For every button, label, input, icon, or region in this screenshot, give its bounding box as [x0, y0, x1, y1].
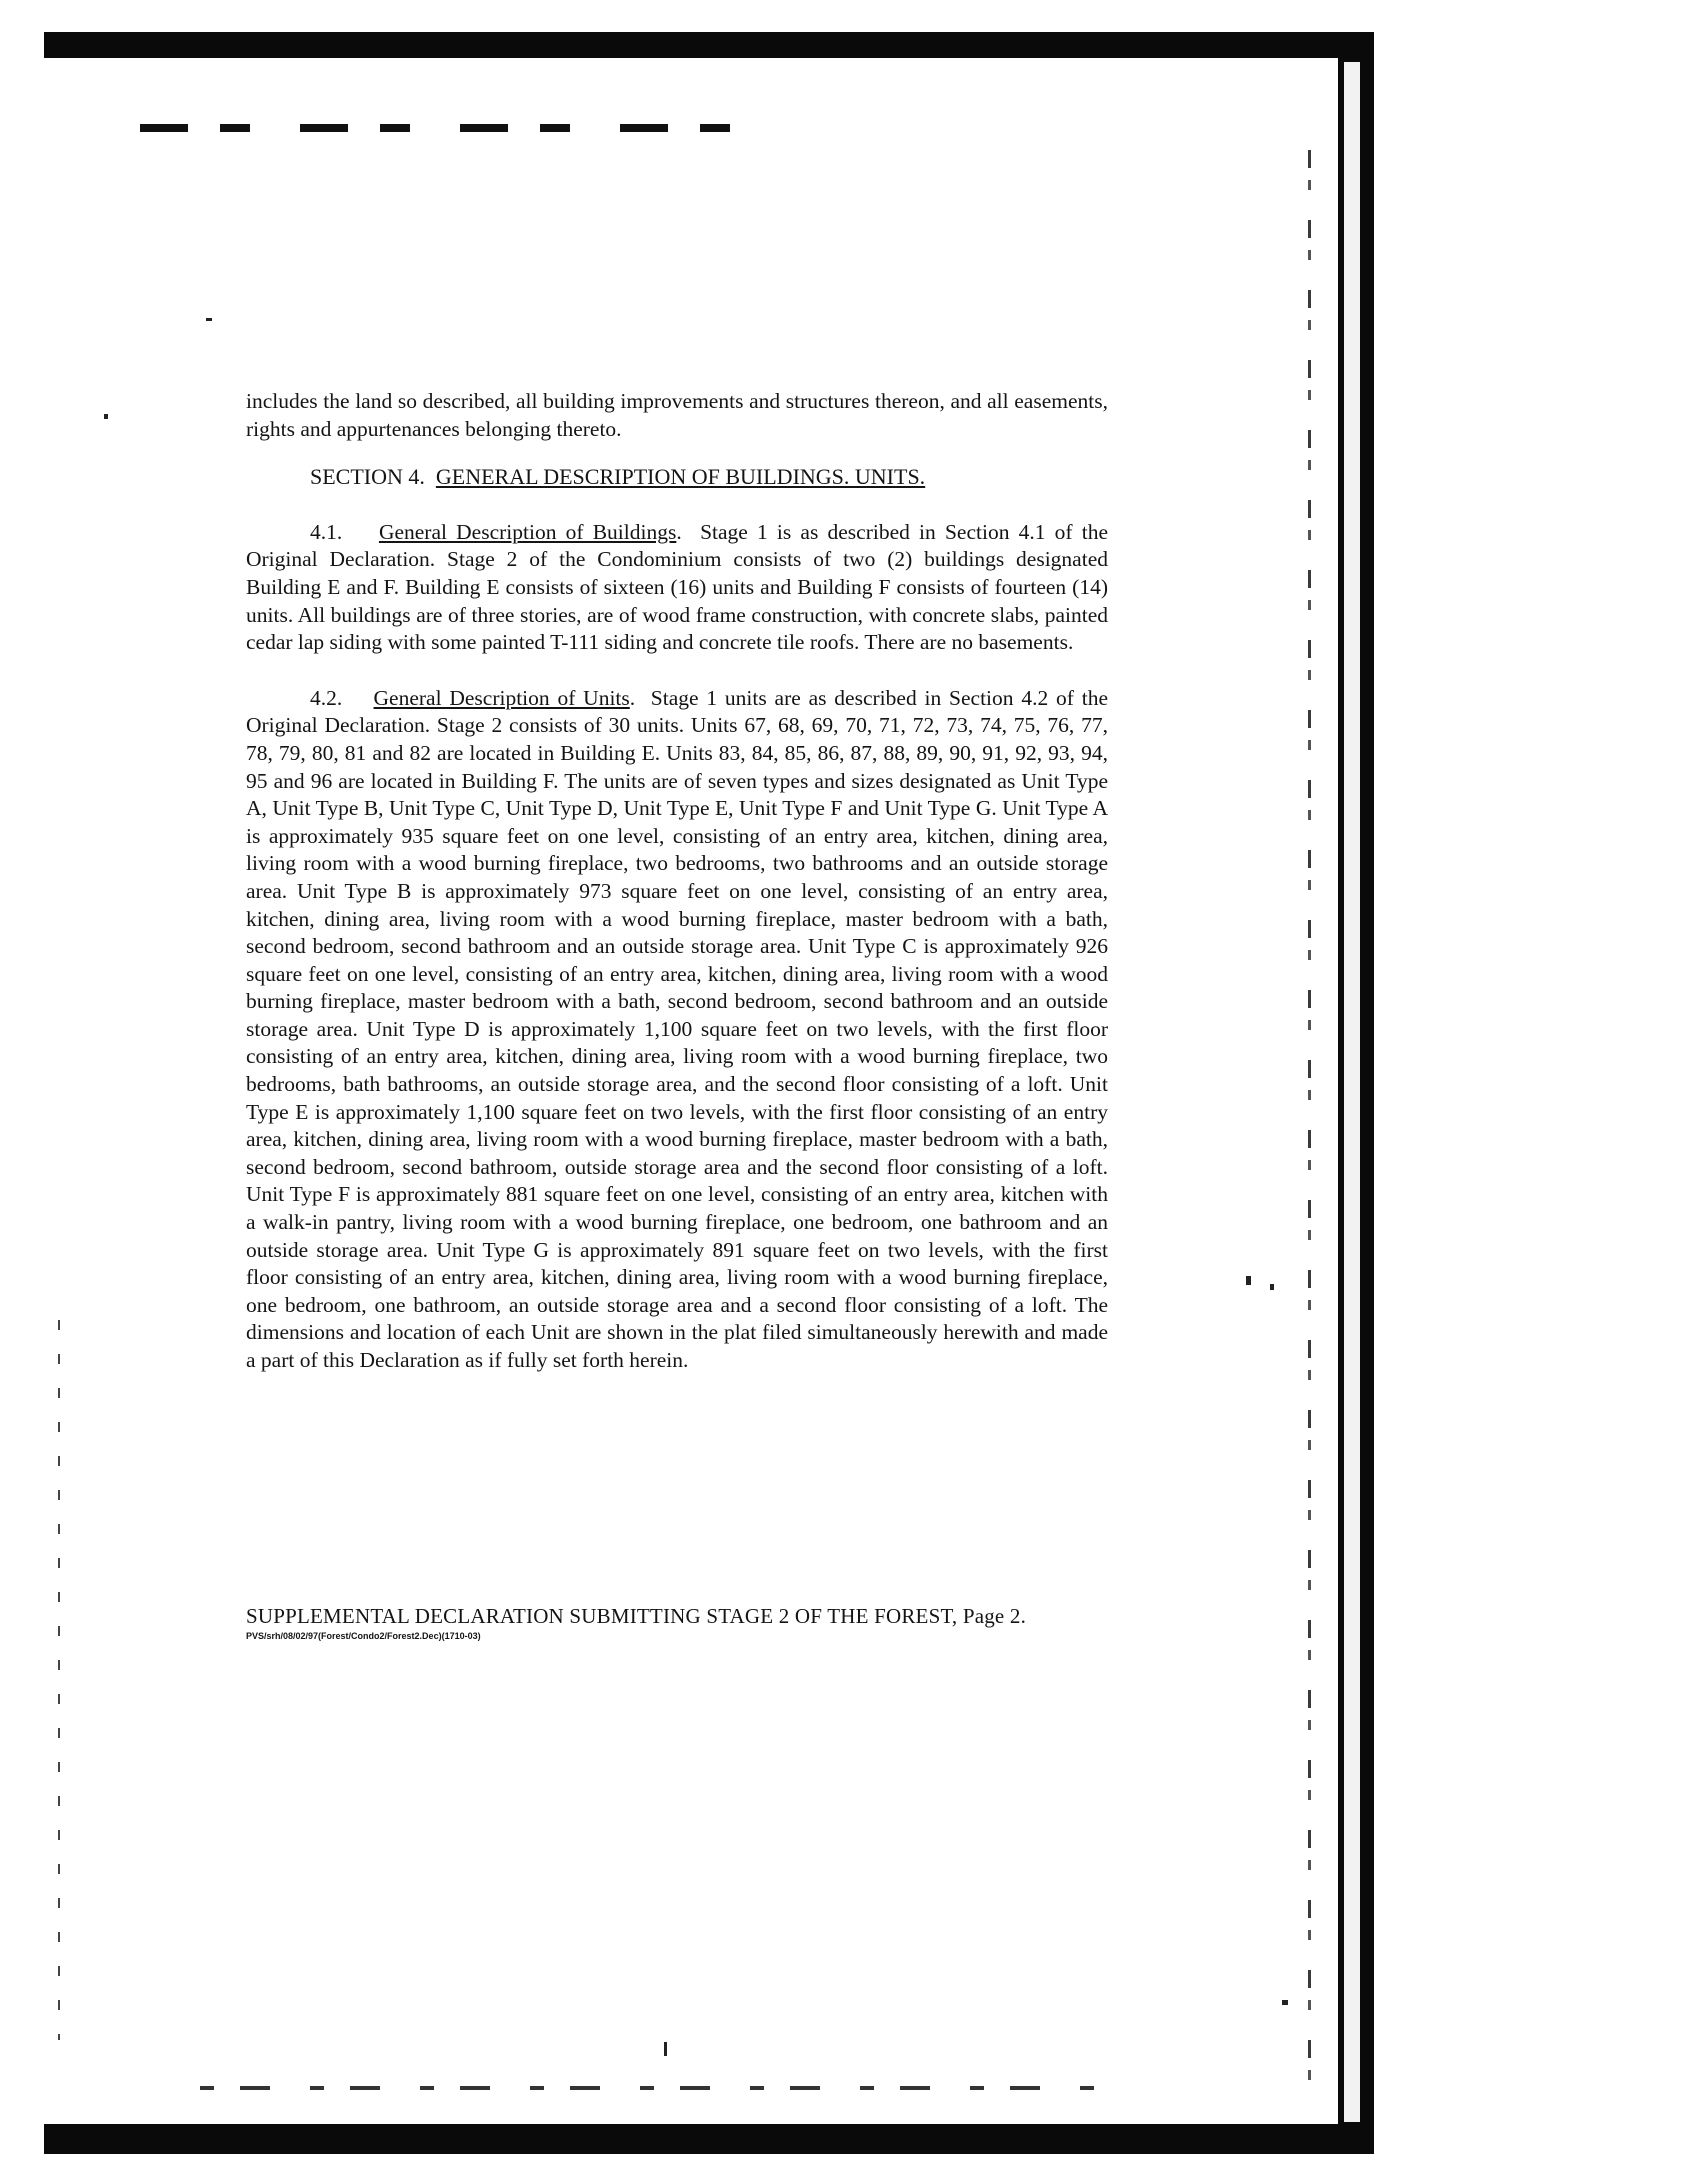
paragraph-number: 4.2.: [310, 685, 343, 710]
paragraph-heading-punct: .: [676, 519, 682, 544]
section-title: GENERAL DESCRIPTION OF BUILDINGS. UNITS.: [435, 464, 926, 490]
section-number: SECTION 4.: [310, 464, 425, 490]
scan-border-right: [1338, 32, 1374, 2154]
intro-paragraph: includes the land so described, all building improvements and structures thereon, and all easements, rights and appurtenances belonging thereto.: [246, 389, 1108, 441]
paragraph-number: 4.1.: [310, 519, 343, 544]
paragraph-4-1: [246, 519, 1108, 657]
page-footer: [246, 1604, 1108, 1641]
scan-border-top: [44, 32, 1374, 58]
scan-speck: [206, 318, 212, 321]
paragraph-4-2: [246, 685, 1108, 1375]
scan-noise-bottom: [200, 2086, 1100, 2090]
paragraph-heading-punct: .: [629, 685, 636, 710]
paragraph-text: Stage 1 units are as described in Section 4.2 of the Original Declaration. Stage 2 consists of 30 units. Units 67, 68, 69, 70, 71, 72, 73, 74, 75, 76, 77, 78, 79, 80, 81 and 82 are located in Building E. Units 83, 84, 85, 86, 87, 88, 89, 90, 91, 92, 93, 94, 95 and 96 are located in Building F. The units are of seven types and sizes designated as Unit Type A, Unit Type B, Unit Type C, Unit Type D, Unit Type E, Unit Type F and Unit Type G. Unit Type A is approximately 935 square feet on one level, consisting of an entry area, kitchen, dining area, living room with a wood burning fireplace, two bedrooms, two bathrooms and an outside storage area. Unit Type B is approximately 973 square feet on one level, consisting of an entry area, kitchen, dining area, living room with a wood burning fireplace, master bedroom with a bath, second bedroom, second bathroom and an outside storage area. Unit Type C is approximately 926 square feet on one level, consisting of an entry area, kitchen, dining area, living room with a wood burning fireplace, master bedroom with a bath, second bedroom, second bathroom and an outside storage area. Unit Type D is approximately 1,100 square feet on two levels, with the first floor consisting of an entry area, kitchen, dining area, living room with a wood burning fireplace, two bedrooms, bath bathrooms, an outside storage area, and the second floor consisting of a loft. Unit Type E is approximately 1,100 square feet on two levels, with the first floor consisting of an entry area, kitchen, dining area, living room with a wood burning fireplace, master bedroom with a bath, second bedroom, second bathroom, outside storage area and the second floor consisting of a loft. Unit Type F is approximately 881 square feet on one level, consisting of an entry area, kitchen with a walk-in pantry, living room with a wood burning fireplace, one bedroom, one bathroom and an outside storage area. Unit Type G is approximately 891 square feet on two levels, with the first floor consisting of an entry area, kitchen, dining area, living room with a wood burning fireplace, one bedroom, one bathroom, an outside storage area and a second floor consisting of a loft. The dimensions and location of each Unit are shown in the plat filed simultaneously herewith and made a part of this Declaration as if fully set forth herein.: [246, 685, 1108, 1372]
scan-margin-noise-right: [1308, 150, 1311, 2110]
footer-title: SUPPLEMENTAL DECLARATION SUBMITTING STAGE 2 OF THE FOREST, Page 2.: [246, 1604, 1027, 1628]
scan-speck: [1270, 1284, 1274, 1290]
scan-border-bottom: [44, 2124, 1374, 2154]
scan-speck: [1282, 2000, 1288, 2005]
scan-noise-top: [140, 124, 780, 132]
scan-margin-noise-left: [58, 1320, 60, 2040]
paragraph-text: Stage 1 is as described in Section 4.1 of the Original Declaration. Stage 2 of the Condominium consists of two (2) buildings designated Building E and F. Building E consists of sixteen (16) units and Building F consists of fourteen (14) units. All buildings are of three stories, are of wood frame construction, with concrete slabs, painted cedar lap siding with some painted T-111 siding and concrete tile roofs. There are no basements.: [246, 519, 1109, 655]
document-body: [246, 388, 1108, 1403]
scan-speck: [664, 2042, 667, 2056]
footer-file-path: PVS/srh/08/02/97(Forest/Condo2/Forest2.Dec)(1710-03): [246, 1631, 481, 1641]
paragraph-heading: General Description of Buildings: [378, 519, 677, 544]
scan-speck: [104, 414, 108, 419]
scan-speck: [1246, 1276, 1251, 1285]
paragraph-heading: General Description of Units: [373, 685, 630, 710]
section-heading: [246, 463, 1108, 491]
